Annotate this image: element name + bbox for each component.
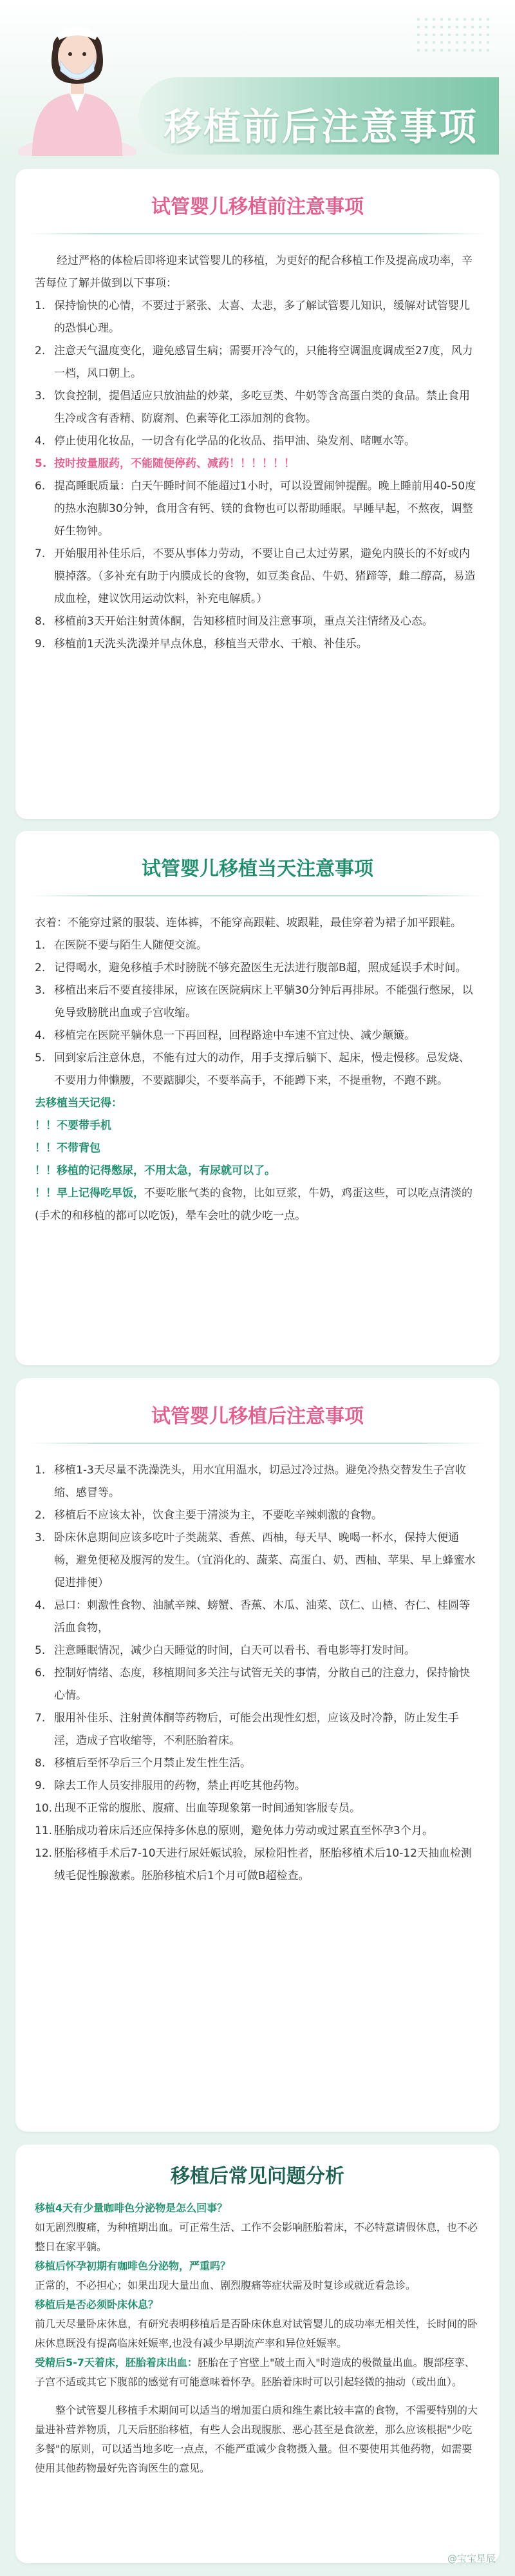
faq-question: 移植4天有少量咖啡色分泌物是怎么回事？ bbox=[35, 2202, 228, 2214]
list-item: 3. 卧床休息期间应该多吃叶子类蔬菜、香蕉、西柚，每天早、晚喝一杯水，保持大便通畅，避免便秘及腹泻的发生。（宜消化的、蔬菜、高蛋白、奶、西柚、苹果、早上蜂蜜水促进排便） bbox=[35, 1531, 476, 1589]
watermark: @宝宝星辰 bbox=[447, 2553, 496, 2564]
list-item: 4. 忌口：刺激性食物、油腻辛辣、螃蟹、香蕉、木瓜、油菜、苡仁、山楂、杏仁、桂圆等活血食物， bbox=[35, 1599, 470, 1634]
remember-item-breakfast: ！！早上记得吃早饭，不要吃胀气类的食物，比如豆浆，牛奶，鸡蛋这些，可以吃点清淡的(手术的和移植的都可以吃饭)，晕车会吐的就少吃一点。 bbox=[35, 1187, 473, 1222]
remember-item: ！！移植的记得憋尿，不用太急，有尿就可以了。 bbox=[35, 1164, 276, 1177]
before-transfer-title: 试管婴儿移植前注意事项 bbox=[151, 196, 364, 218]
faq-card bbox=[15, 2145, 500, 2563]
list-item: 1. 移植1-3天尽量不洗澡洗头，用水宜用温水，切忌过冷过热。避免冷热交替发生子宫收缩、感冒等。 bbox=[35, 1464, 466, 1499]
after-list bbox=[35, 1459, 480, 1888]
list-item: 4. 停止使用化妆品，一切含有化学品的化妆品、指甲油、染发剂、啫喱水等。 bbox=[35, 435, 415, 448]
list-item: 9. 除去工作人员安排服用的药物，禁止再吃其他药物。 bbox=[35, 1779, 306, 1792]
remember-item: ！！不要带手机 bbox=[35, 1119, 111, 1132]
after-transfer-title: 试管婴儿移植后注意事项 bbox=[151, 1405, 364, 1428]
list-item: 8. 移植前3天开始注射黄体酮，告知移植时间及注意事项，重点关注情绪及心态。 bbox=[35, 615, 433, 628]
list-item: 2. 记得喝水，避免移植手术时膀胱不够充盈医生无法进行腹部B超，照成延误手术时间。 bbox=[35, 961, 467, 974]
list-item: 6. 控制好情绪、态度，移植期间多关注与试管无关的事情，分散自己的注意力，保持愉快心情。 bbox=[35, 1667, 470, 1702]
faq-title: 移植后常见问题分析 bbox=[171, 2165, 344, 2188]
day-list bbox=[35, 934, 480, 1092]
faq-answer-inline: 受精后5-7天着床，胚胎着床出血：胚胎在子宫壁上"破土而入"时造成的极微量出血。腹部痉挛、子宫不适或其它下腹部的感觉有可能意味着怀孕。胚胎着床时可以引起轻微的抽动（或出血）。 bbox=[35, 2356, 475, 2388]
list-item: 4. 移植完在医院平躺休息一下再回程，回程路途中车速不宜过快、减少颠簸。 bbox=[35, 1029, 415, 1042]
list-item: 6. 提高睡眠质量：白天午睡时间不能超过1小时，可以设置闹钟提醒。晚上睡前用40-50度的热水泡脚30分钟，食用含有钙、镁的食物也可以帮助睡眠。早睡早起，不熬夜，调整好生物钟。 bbox=[35, 480, 476, 538]
before-list bbox=[35, 295, 480, 656]
list-item: 2. 注意天气温度变化，避免感冒生病；需要开冷气的，只能将空调温度调成至27度，风力一档，风口朝上。 bbox=[35, 345, 473, 380]
day-of-transfer-title: 试管婴儿移植当天注意事项 bbox=[142, 858, 373, 880]
list-item: 1. 在医院不要与陌生人随便交流。 bbox=[35, 939, 207, 952]
list-item: 5. 回到家后注意休息，不能有过大的动作，用手支撑后躺下、起床，慢走慢移。忌发烧、不要用力伸懒腰，不要踮脚尖，不要举高手，不能蹲下来，不提重物，不跑不跳。 bbox=[35, 1052, 470, 1087]
before-intro: 经过严格的体检后即将迎来试管婴儿的移植，为更好的配合移植工作及提高成功率，辛苦每位了解并做到以下事项： bbox=[35, 254, 473, 290]
list-item: 11. 胚胎成功着床后还应保持多休息的原则，避免体力劳动或过累直至怀孕3个月。 bbox=[35, 1824, 433, 1837]
page-title: 移植前后注意事项 bbox=[164, 105, 479, 149]
divider bbox=[28, 895, 487, 896]
after-transfer-card bbox=[15, 1378, 500, 2132]
faq-answer: 如无剧烈腹痛，为种植期出血。可正常生活、工作不会影响胚胎着床，不必特意请假休息，也不必整日在家平躺。 bbox=[35, 2221, 478, 2253]
list-item: 9. 移植前1天洗头洗澡并早点休息，移植当天带水、干粮、补佳乐。 bbox=[35, 638, 368, 650]
divider bbox=[28, 1443, 487, 1444]
faq-question: 移植后是否必须卧床休息？ bbox=[35, 2298, 159, 2311]
list-item: 3. 移植出来后不要直接排尿，应该在医院病床上平躺30分钟后再排尿。不能强行憋尿，以免导致膀胱出血或子宫收缩。 bbox=[35, 984, 473, 1019]
header bbox=[0, 0, 515, 161]
list-item: 3. 饮食控制，提倡适应只放油盐的炒菜，多吃豆类、牛奶等含高蛋白类的食品。禁止食用生冷或含有香精、防腐剂、色素等化工添加剂的食物。 bbox=[35, 390, 470, 425]
list-item: 8. 移植后至怀孕后三个月禁止发生性生活。 bbox=[35, 1757, 251, 1770]
decorative-dots bbox=[415, 15, 492, 54]
faq-closing: 整个试管婴儿移植手术期间可以适当的增加蛋白质和维生素比较丰富的食物，不需要特别的大量进补营养物质，几天后胚胎移植，有些人会出现腹胀、恶心甚至是食欲差，那么应该根据"少吃多餐"的原则，可以适当地多吃一点点，不能严重减少食物摄入量。但不要使用其他药物，如需要使用其他药物最好先咨询医生的意见。 bbox=[35, 2404, 478, 2474]
list-item: 7. 开始服用补佳乐后，不要从事体力劳动，不要让自己太过劳累，避免内膜长的不好或内膜掉落。（多补充有助于内膜成长的食物，如豆类食品、牛奶、猪蹄等，雌二醇高，易造成血栓，建议饮用运动饮料，补充电解质。） bbox=[35, 547, 476, 605]
remember-item: ！！不带背包 bbox=[35, 1142, 100, 1155]
remember-title: 去移植当天记得： bbox=[35, 1097, 122, 1110]
before-transfer-card bbox=[15, 169, 500, 819]
list-item: 10. 出现不正常的腹胀、腹痛、出血等现象第一时间通知客服专员。 bbox=[35, 1802, 360, 1815]
faq-question: 移植后怀孕初期有咖啡色分泌物，严重吗？ bbox=[35, 2260, 231, 2272]
nurse-illustration bbox=[13, 4, 142, 156]
list-item: 12. 胚胎移植手术后7-10天进行尿妊娠试验，尿检阳性者，胚胎移植术后10-12天抽血检测绒毛促性腺激素。胚胎移植术后1个月可做B超检查。 bbox=[35, 1847, 472, 1882]
list-item: 7. 服用补佳乐、注射黄体酮等药物后，可能会出现性幻想，应该及时冷静，防止发生手淫，造成子宫收缩等，不利胚胎着床。 bbox=[35, 1712, 459, 1747]
list-item: 2. 移植后不应该太补，饮食主要于清淡为主，不要吃辛辣刺激的食物。 bbox=[35, 1509, 382, 1522]
list-item-highlight: 5. 按时按量服药，不能随便停药、减药！！！！！！ bbox=[35, 457, 295, 470]
faq-answer: 前几天尽量卧床休息，有研究表明移植后是否卧床休息对试管婴儿的成功率无相关性，长时间的卧床休息既没有提高临床妊娠率,也没有减少早期流产率和异位妊娠率。 bbox=[35, 2318, 478, 2349]
divider bbox=[28, 233, 487, 234]
faq-answer: 正常的，不必担心；如果出现大量出血、剧烈腹痛等症状需及时复诊或就近看急诊。 bbox=[35, 2279, 417, 2291]
clothing-note: 衣着：不能穿过紧的服装、连体裤，不能穿高跟鞋、坡跟鞋，最佳穿着为裙子加平跟鞋。 bbox=[35, 916, 462, 929]
list-item: 1. 保持愉快的心情，不要过于紧张、太喜、太悲，多了解试管婴儿知识，缓解对试管婴儿的恐惧心理。 bbox=[35, 299, 470, 335]
list-item: 5. 注意睡眠情况，减少白天睡觉的时间，白天可以看书、看电影等打发时间。 bbox=[35, 1644, 415, 1657]
day-of-transfer-card bbox=[15, 831, 500, 1365]
